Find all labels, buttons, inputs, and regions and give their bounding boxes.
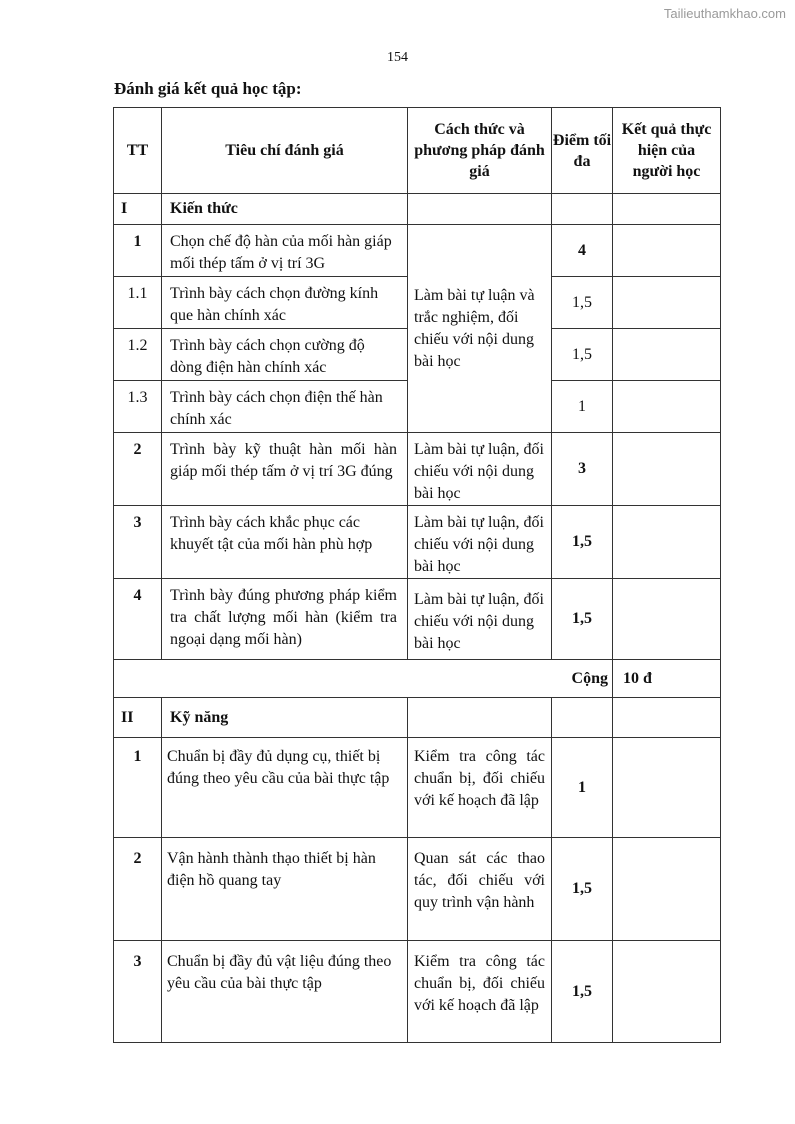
table-row bbox=[114, 506, 721, 579]
row-number: 1.3 bbox=[114, 381, 162, 433]
method-text: Kiểm tra công tác chuẩn bị, đối chiếu với kế hoạch đã lập bbox=[408, 941, 552, 1043]
header-max-score: Điểm tối đa bbox=[552, 108, 613, 194]
header-method: Cách thức và phương pháp đánh giá bbox=[408, 108, 552, 194]
result-cell bbox=[613, 579, 721, 660]
method-text: Quan sát các thao tác, đối chiếu với quy trình vận hành bbox=[408, 838, 552, 941]
method-text: Kiểm tra công tác chuẩn bị, đối chiếu với kế hoạch đã lập bbox=[408, 738, 552, 838]
section-title: Kỹ năng bbox=[162, 698, 408, 738]
criteria-text: Trình bày kỹ thuật hàn mối hàn giáp mối thép tấm ở vị trí 3G đúng bbox=[162, 433, 408, 506]
score-value: 1,5 bbox=[552, 838, 613, 941]
score-value: 1,5 bbox=[552, 579, 613, 660]
table-row bbox=[114, 225, 721, 277]
result-cell bbox=[613, 941, 721, 1043]
result-cell bbox=[613, 225, 721, 277]
empty-cell bbox=[552, 194, 613, 225]
header-result: Kết quả thực hiện của người học bbox=[613, 108, 721, 194]
row-number: 4 bbox=[114, 579, 162, 660]
score-value: 3 bbox=[552, 433, 613, 506]
result-cell bbox=[613, 277, 721, 329]
section-row-knowledge bbox=[114, 194, 721, 225]
header-criteria: Tiêu chí đánh giá bbox=[162, 108, 408, 194]
criteria-text: Chuẩn bị đầy đủ dụng cụ, thiết bị đúng theo yêu cầu của bài thực tập bbox=[162, 738, 408, 838]
table-row bbox=[114, 941, 721, 1043]
method-text: Làm bài tự luận, đối chiếu với nội dung bài học bbox=[408, 579, 552, 660]
criteria-text: Trình bày cách khắc phục các khuyết tật của mối hàn phù hợp bbox=[162, 506, 408, 579]
header-tt: TT bbox=[114, 108, 162, 194]
method-text: Làm bài tự luận, đối chiếu với nội dung bài học bbox=[408, 506, 552, 579]
result-cell bbox=[613, 433, 721, 506]
table-row bbox=[114, 579, 721, 660]
empty-cell bbox=[613, 698, 721, 738]
criteria-text: Chuẩn bị đầy đủ vật liệu đúng theo yêu cầu của bài thực tập bbox=[162, 941, 408, 1043]
criteria-text: Chọn chế độ hàn của mối hàn giáp mối thép tấm ở vị trí 3G bbox=[162, 225, 408, 277]
page-number: 154 bbox=[387, 50, 408, 65]
score-value: 1 bbox=[552, 738, 613, 838]
criteria-text: Trình bày cách chọn cường độ dòng điện hàn chính xác bbox=[162, 329, 408, 381]
total-value: 10 đ bbox=[613, 660, 721, 698]
row-number: 1.2 bbox=[114, 329, 162, 381]
result-cell bbox=[613, 381, 721, 433]
table-header-row bbox=[114, 108, 721, 194]
row-number: 3 bbox=[114, 941, 162, 1043]
criteria-text: Trình bày cách chọn đường kính que hàn chính xác bbox=[162, 277, 408, 329]
criteria-text: Vận hành thành thạo thiết bị hàn điện hồ quang tay bbox=[162, 838, 408, 941]
criteria-text: Trình bày cách chọn điện thế hàn chính xác bbox=[162, 381, 408, 433]
empty-cell bbox=[408, 698, 552, 738]
empty-cell bbox=[408, 194, 552, 225]
row-number: 2 bbox=[114, 838, 162, 941]
result-cell bbox=[613, 329, 721, 381]
section-title: Kiến thức bbox=[162, 194, 408, 225]
total-row bbox=[114, 660, 721, 698]
empty-cell bbox=[552, 698, 613, 738]
total-label: Cộng bbox=[114, 660, 613, 698]
criteria-text: Trình bày đúng phương pháp kiểm tra chất lượng mối hàn (kiểm tra ngoại dạng mối hàn) bbox=[162, 579, 408, 660]
score-value: 1,5 bbox=[552, 941, 613, 1043]
row-number: 2 bbox=[114, 433, 162, 506]
result-cell bbox=[613, 506, 721, 579]
table-row bbox=[114, 838, 721, 941]
score-value: 1,5 bbox=[552, 329, 613, 381]
score-value: 4 bbox=[552, 225, 613, 277]
assessment-table bbox=[113, 107, 721, 1043]
score-value: 1 bbox=[552, 381, 613, 433]
empty-cell bbox=[613, 194, 721, 225]
table-row bbox=[114, 433, 721, 506]
score-value: 1,5 bbox=[552, 506, 613, 579]
row-number: 1 bbox=[114, 738, 162, 838]
method-text: Làm bài tự luận, đối chiếu với nội dung bài học bbox=[408, 433, 552, 506]
row-number: 1.1 bbox=[114, 277, 162, 329]
score-value: 1,5 bbox=[552, 277, 613, 329]
section-heading: Đánh giá kết quả học tập: bbox=[114, 79, 302, 98]
section-row-skills bbox=[114, 698, 721, 738]
result-cell bbox=[613, 838, 721, 941]
section-number: II bbox=[114, 698, 162, 738]
row-number: 1 bbox=[114, 225, 162, 277]
shared-method-text: Làm bài tự luận và trắc nghiệm, đối chiếu với nội dung bài học bbox=[408, 225, 552, 433]
section-number: I bbox=[114, 194, 162, 225]
result-cell bbox=[613, 738, 721, 838]
row-number: 3 bbox=[114, 506, 162, 579]
table-row bbox=[114, 738, 721, 838]
watermark: Tailieuthamkhao.com bbox=[663, 6, 786, 21]
